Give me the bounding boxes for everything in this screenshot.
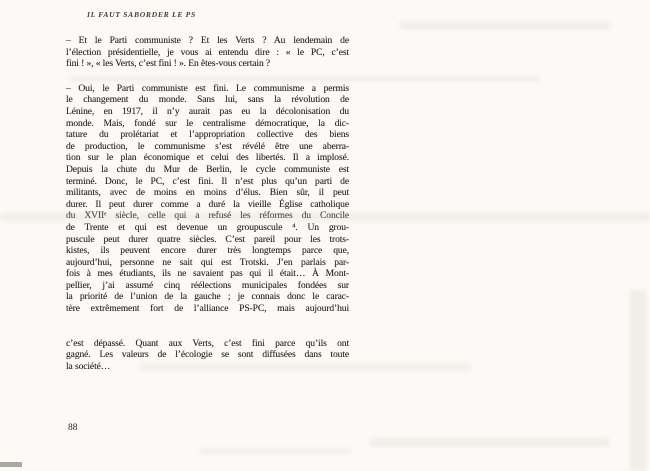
text-line: fois à mes étudiants, ils ne savaient pas qui il était… À Mont- xyxy=(66,268,349,280)
scan-smudge xyxy=(370,438,610,447)
text-line: Lénine, en 1917, il n’y aurait pas eu la décolonisation du xyxy=(66,105,349,117)
text-line: tion sur le plan économique et celui des libertés. Il a implosé. xyxy=(66,152,349,164)
text-line: gagné. Les valeurs de l’écologie se sont diffusées dans toute xyxy=(66,349,349,361)
text-line: fini ! », « les Verts, c’est fini ! ». En êtes-vous certain ? xyxy=(66,58,271,70)
text-line: c’est dépassé. Quant aux Verts, c’est fini parce qu’ils ont xyxy=(66,337,349,349)
running-header: IL FAUT SABORDER LE PS xyxy=(87,10,196,19)
text-line: la société… xyxy=(66,360,111,372)
text-line: de production, le communisme s’est révélé être une aberra- xyxy=(66,140,349,152)
text-line: – Et le Parti communiste ? Et les Verts ? Au lendemain de xyxy=(66,35,349,46)
text-line: tère extrêmement fort de l’alliance PS-PC, mais aujourd’hui xyxy=(66,303,349,315)
scan-smudge xyxy=(630,290,646,470)
paragraph xyxy=(66,83,349,315)
text-line: aujourd’hui, personne ne sait qui est Trotski. J’en parlais par- xyxy=(66,256,349,268)
text-line: militants, avec de moins en moins d’élus. Bien sûr, il peut xyxy=(66,187,349,199)
scan-edge-artifact xyxy=(0,462,22,467)
paragraph xyxy=(66,338,349,373)
page-number: 88 xyxy=(68,423,78,433)
text-line: du XVIIᵉ siècle, celle qui a refusé les réformes du Concile xyxy=(66,210,349,222)
text-line: la priorité de l’union de la gauche ; je connais donc le carac- xyxy=(66,291,349,303)
text-line: tature du prolétariat et l’appropriation collective des biens xyxy=(66,129,349,141)
body-text xyxy=(66,35,349,372)
text-line: kistes, ils peuvent encore durer très longtemps parce que, xyxy=(66,245,349,257)
text-line: durer. Il peut durer comme a duré la vieille Église catholique xyxy=(66,198,349,210)
text-line: monde. Mais, fondé sur le centralisme démocratique, la dic- xyxy=(66,117,349,129)
text-line: de Trente et qui est devenue un groupuscule ⁴. Un grou- xyxy=(66,221,349,233)
paragraph xyxy=(66,35,349,70)
text-line: pellier, j’ai assumé cinq réélections municipales fondées sur xyxy=(66,279,349,291)
text-line: Depuis la chute du Mur de Berlin, le cycle communiste est xyxy=(66,163,349,175)
text-line: – Oui, le Parti communiste est fini. Le communisme a permis xyxy=(66,82,349,94)
text-line: puscule peut durer quatre siècles. C’est pareil pour les trots- xyxy=(66,233,349,245)
scan-smudge xyxy=(400,22,610,29)
text-line: le changement du monde. Sans lui, sans la révolution de xyxy=(66,94,349,106)
scan-smudge xyxy=(200,448,350,454)
text-line: terminé. Donc, le PC, c’est fini. Il n’est plus qu’un parti de xyxy=(66,175,349,187)
text-line: l’élection présidentielle, je vous ai entendu dire : « le PC, c’est xyxy=(66,46,349,58)
